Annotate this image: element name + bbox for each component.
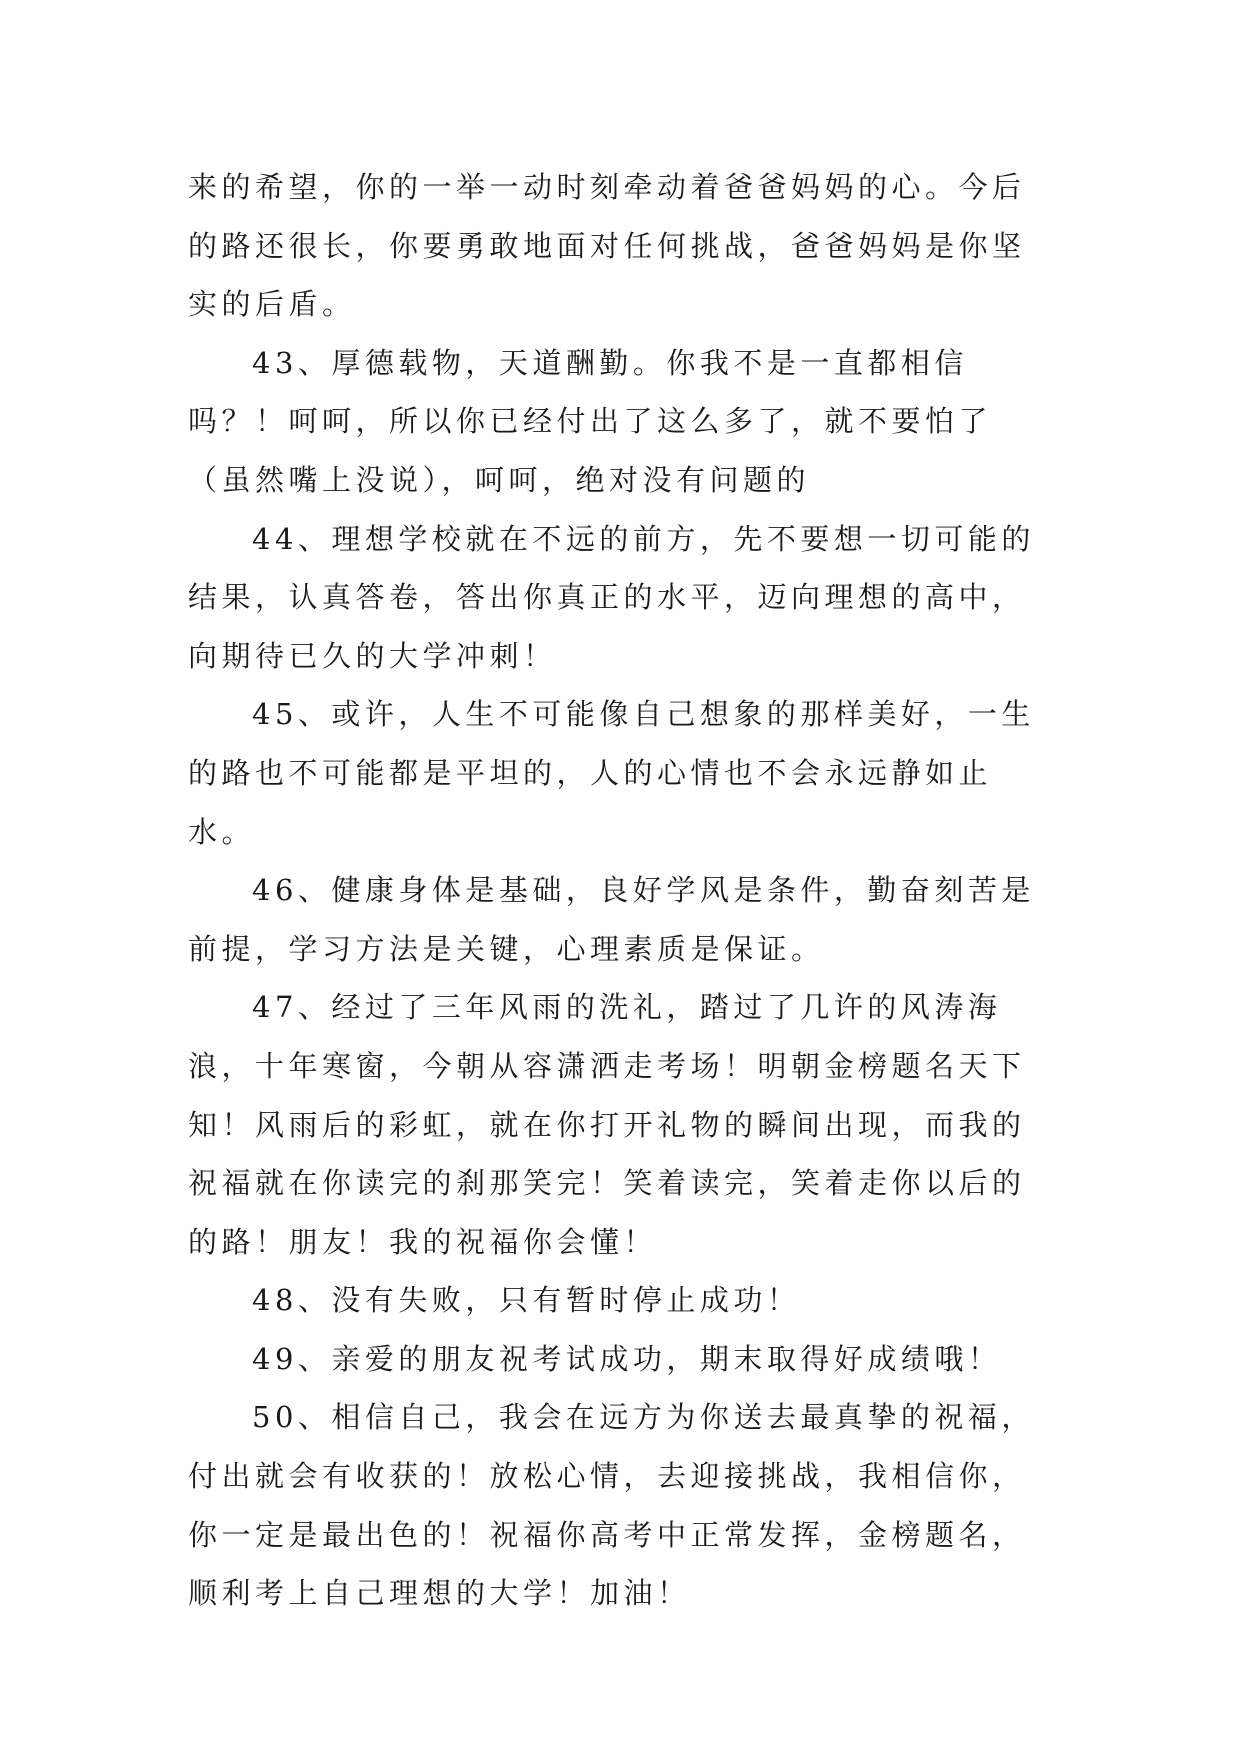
document-body — [188, 158, 1058, 1623]
paragraph-49: 49、亲爱的朋友祝考试成功，期末取得好成绩哦！ — [252, 1341, 1002, 1376]
paragraph-43: 43、厚德载物，天道酬勤。你我不是一直都相信吗？！呵呵，所以你已经付出了这么多了，就不要怕了（虽然嘴上没说），呵呵，绝对没有问题的 — [188, 345, 993, 497]
paragraph-47: 47、经过了三年风雨的洗礼，踏过了几许的风涛海浪，十年寒窗，今朝从容潇洒走考场！明朝金榜题名天下知！风雨后的彩虹，就在你打开礼物的瞬间出现，而我的祝福就在你读完的刹那笑完！笑着读完，笑着走你以后的的路！朋友！我的祝福你会懂！ — [188, 990, 1026, 1259]
paragraph-46: 46、健康身体是基础，良好学风是条件，勤奋刻苦是前提，学习方法是关键，心理素质是保证。 — [188, 873, 1035, 966]
paragraph-continuation: 来的希望，你的一举一动时刻牵动着爸爸妈妈的心。今后的路还很长，你要勇敢地面对任何挑战，爸爸妈妈是你坚实的后盾。 — [188, 170, 1026, 322]
paragraph-48: 48、没有失败，只有暂时停止成功！ — [252, 1283, 801, 1318]
paragraph-44: 44、理想学校就在不远的前方，先不要想一切可能的结果，认真答卷，答出你真正的水平，迈向理想的高中，向期待已久的大学冲刺！ — [188, 521, 1035, 673]
paragraph-50: 50、相信自己，我会在远方为你送去最真挚的祝福，付出就会有收获的！放松心情，去迎接挑战，我相信你，你一定是最出色的！祝福你高考中正常发挥，金榜题名，顺利考上自己理想的大学！加油！ — [188, 1400, 1035, 1611]
paragraph-45: 45、或许，人生不可能像自己想象的那样美好，一生的路也不可能都是平坦的，人的心情也不会永远静如止水。 — [188, 697, 1035, 849]
